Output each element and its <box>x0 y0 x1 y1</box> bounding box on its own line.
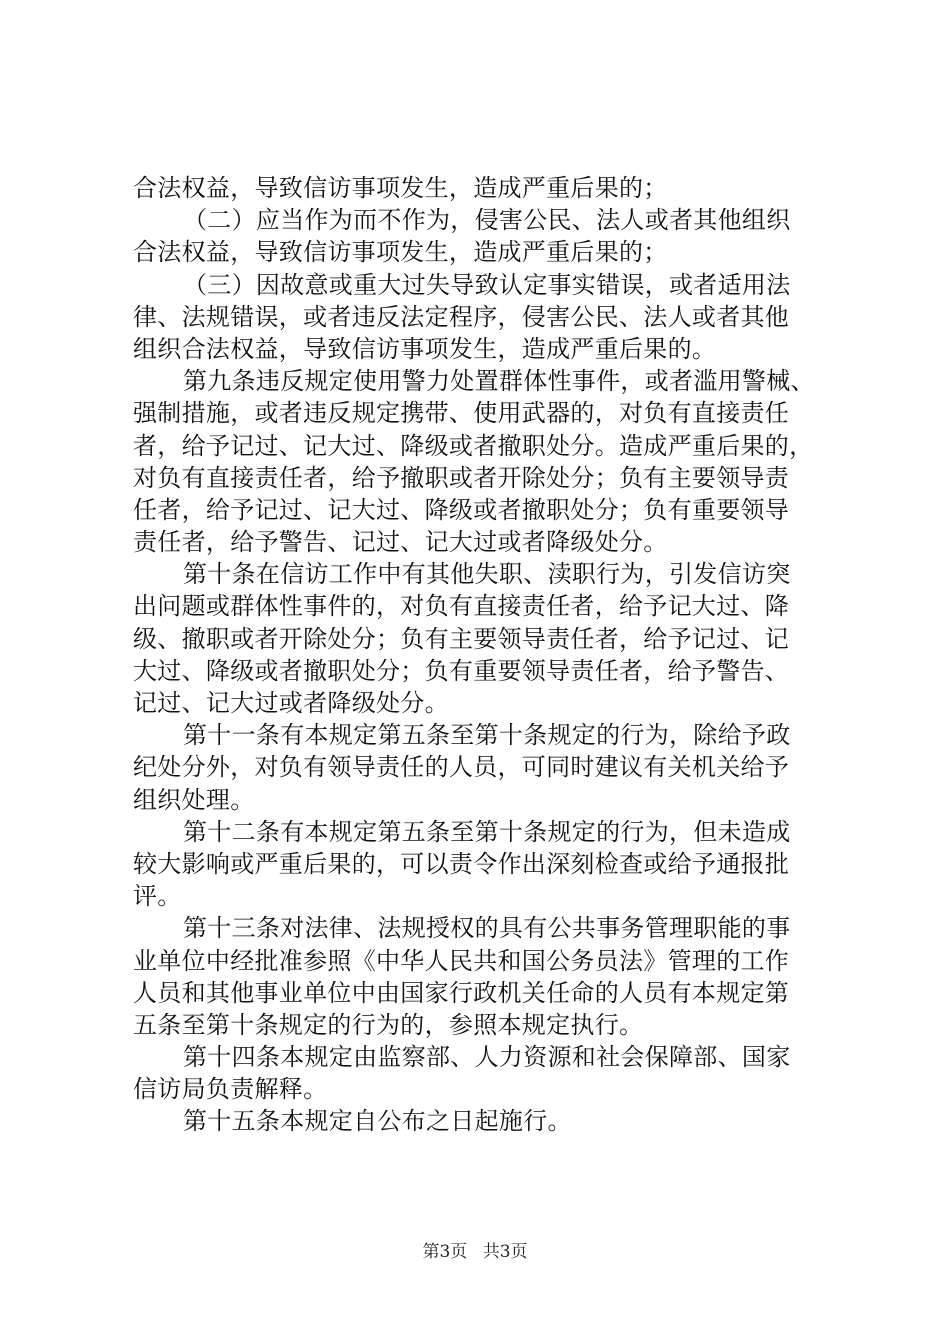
text-line: 第十一条有本规定第五条至第十条规定的行为，除给予政 <box>183 721 791 750</box>
text-line: 记过、记大过或者降级处分。 <box>133 689 449 717</box>
text-line: 合法权益，导致信访事项发生，造成严重后果的； <box>133 238 668 267</box>
text-line: 合法权益，导致信访事项发生，造成严重后果的； <box>133 174 668 202</box>
text-line: 出问题或群体性事件的，对负有直接责任者，给予记大过、降 <box>133 592 790 621</box>
text-line: 责任者，给予警告、记过、记大过或者降级处分。 <box>133 528 668 557</box>
text-line: 较大影响或严重后果的，可以责令作出深刻检查或给予通报批 <box>133 849 790 878</box>
text-line: 第十四条本规定由监察部、人力资源和社会保障部、国家 <box>183 1043 791 1072</box>
text-line: 人员和其他事业单位中由国家行政机关任命的人员有本规定第 <box>133 978 790 1007</box>
text-line: 对负有直接责任者，给予撤职或者开除处分；负有主要领导责 <box>133 463 790 492</box>
text-line: 第九条违反规定使用警力处置群体性事件，或者滥用警械、 <box>183 367 815 396</box>
text-line: 五条至第十条规定的行为的，参照本规定执行。 <box>133 1010 644 1039</box>
text-line: 组织合法权益，导致信访事项发生，造成严重后果的。 <box>133 334 717 363</box>
page-total: 共3页 <box>482 1242 528 1262</box>
text-line: 任者，给予记过、记大过、降级或者撤职处分；负有重要领导 <box>133 495 790 524</box>
text-line: 第十三条对法律、法规授权的具有公共事务管理职能的事 <box>183 914 791 943</box>
text-line: 评。 <box>133 882 182 911</box>
text-line: 第十条在信访工作中有其他失职、渎职行为，引发信访突 <box>183 560 791 589</box>
text-line: （二）应当作为而不作为，侵害公民、法人或者其他组织 <box>183 206 791 235</box>
document-body <box>133 172 833 1138</box>
text-line: 级、撤职或者开除处分；负有主要领导责任者，给予记过、记 <box>133 624 790 653</box>
text-line: 者，给予记过、记大过、降级或者撤职处分。造成严重后果的， <box>133 431 814 460</box>
text-line: 律、法规错误，或者违反法定程序，侵害公民、法人或者其他 <box>133 302 790 331</box>
text-line: 第十二条有本规定第五条至第十条规定的行为，但未造成 <box>183 817 791 846</box>
text-line: 大过、降级或者撤职处分；负有重要领导责任者，给予警告、 <box>133 656 790 685</box>
text-line: 组织处理。 <box>133 785 255 814</box>
page-footer <box>0 1240 950 1264</box>
page-number: 第3页 <box>422 1242 468 1262</box>
text-line: （三）因故意或重大过失导致认定事实错误，或者适用法 <box>183 270 791 299</box>
text-line: 信访局负责解释。 <box>133 1075 328 1104</box>
text-line: 纪处分外，对负有领导责任的人员，可同时建议有关机关给予 <box>133 753 790 782</box>
text-line: 第十五条本规定自公布之日起施行。 <box>183 1107 572 1136</box>
text-line: 强制措施，或者违反规定携带、使用武器的，对负有直接责任 <box>133 399 790 428</box>
text-line: 业单位中经批准参照《中华人民共和国公务员法》管理的工作 <box>133 946 790 975</box>
